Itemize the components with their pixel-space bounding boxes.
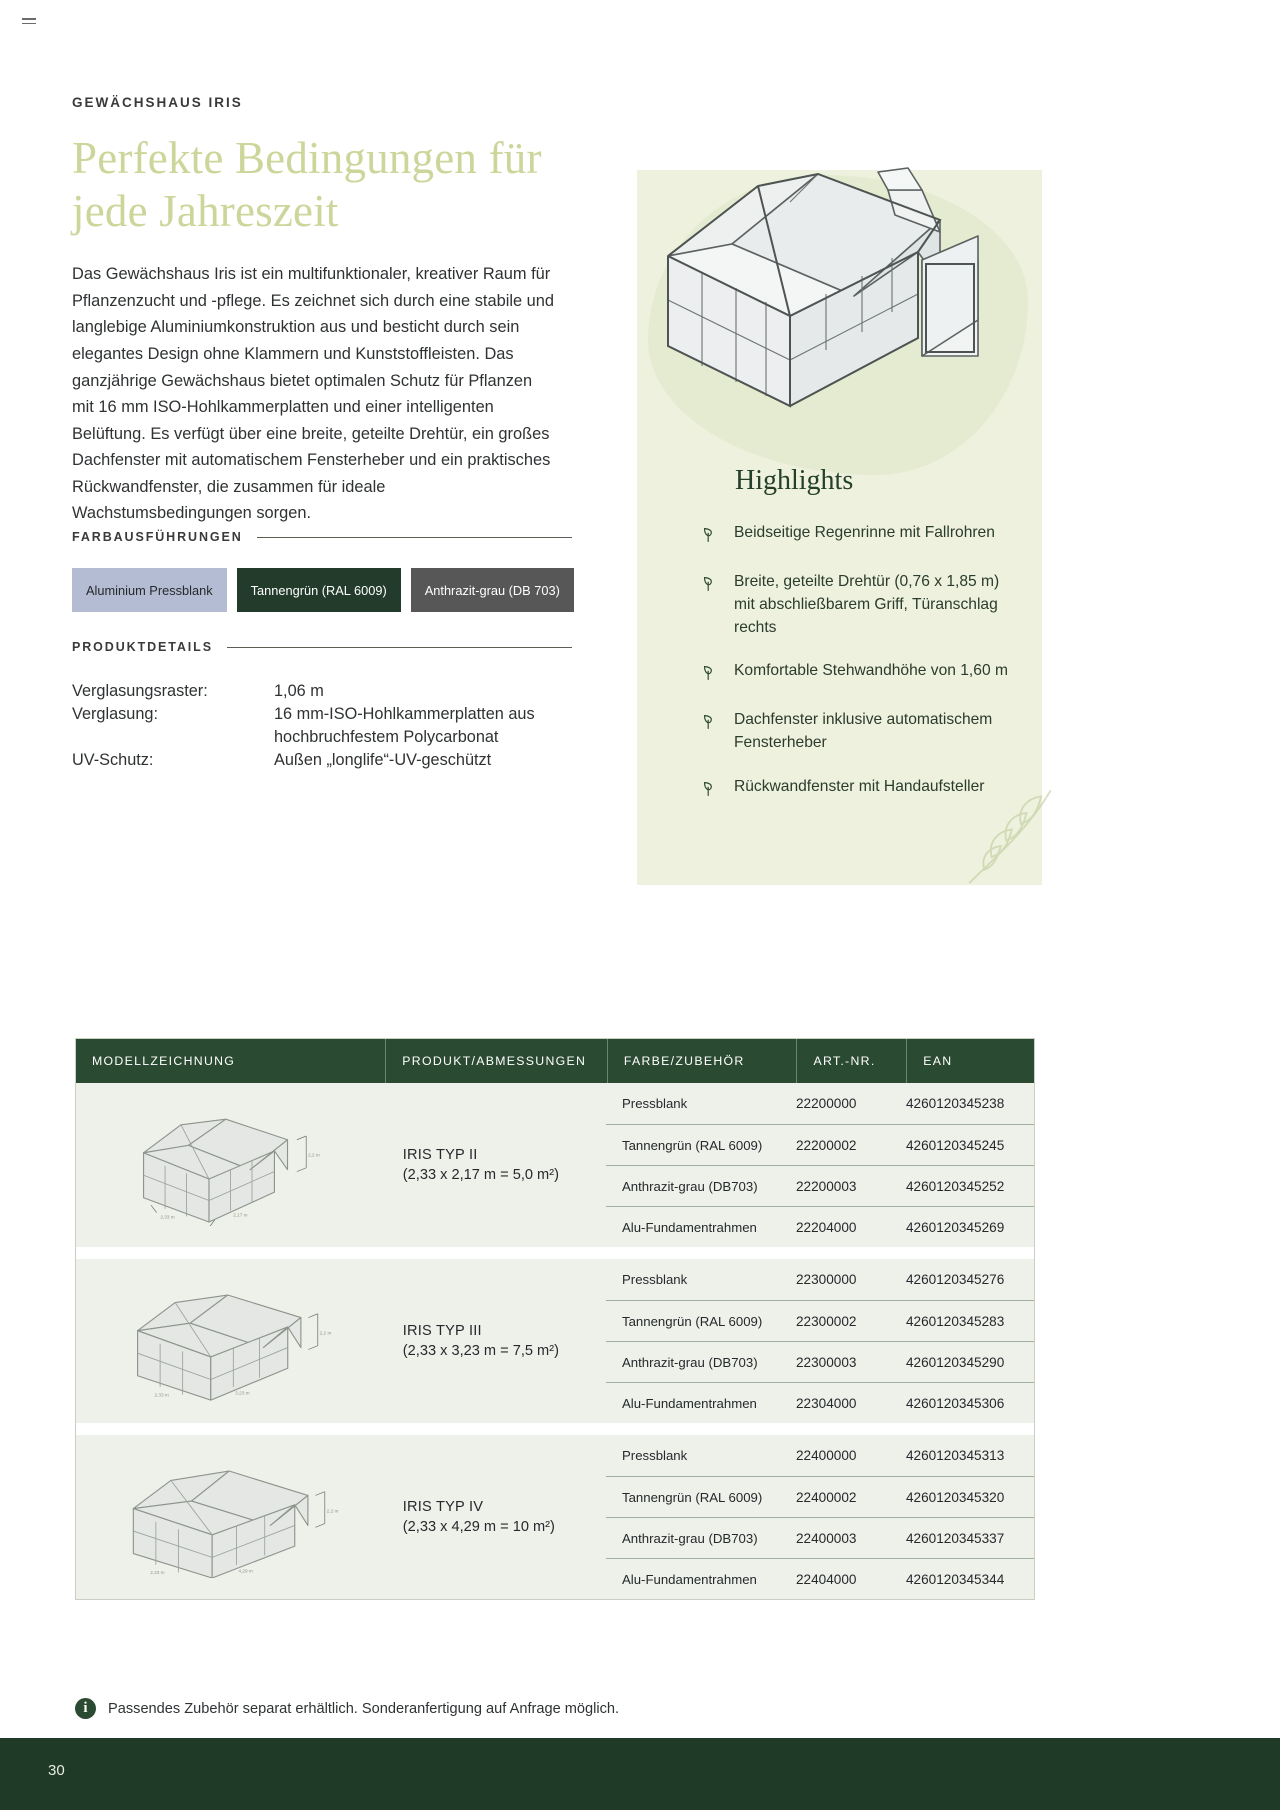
table-group-typ2	[76, 1083, 1034, 1247]
table-row[interactable]	[606, 1517, 1034, 1558]
highlight-item	[700, 660, 1020, 688]
variant-ean: 4260120345252	[906, 1178, 1005, 1194]
variant-color: Anthrazit-grau (DB703)	[622, 1354, 758, 1370]
product-details-label: PRODUKTDETAILS	[72, 640, 213, 654]
product-details-heading	[72, 640, 572, 654]
product-details-list	[72, 680, 572, 773]
info-icon: i	[75, 1698, 96, 1719]
color-swatch-aluminium[interactable]: Aluminium Pressblank	[72, 568, 227, 612]
product-name: IRIS TYP IV	[402, 1499, 484, 1515]
eyebrow-label: GEWÄCHSHAUS IRIS	[72, 95, 243, 110]
svg-text:4,29 m: 4,29 m	[238, 1568, 254, 1574]
variant-art-nr: 22400000	[796, 1448, 857, 1463]
footnote-text: Passendes Zubehör separat erhältlich. Sonderanfertigung auf Anfrage möglich.	[108, 1700, 620, 1717]
table-row[interactable]	[606, 1341, 1034, 1382]
variant-ean: 4260120345337	[906, 1530, 1005, 1546]
product-label-typ4	[385, 1435, 606, 1599]
menu-icon-bar	[22, 23, 36, 25]
leaf-icon	[700, 660, 720, 688]
menu-icon-bar	[22, 18, 36, 20]
variant-art-nr: 22300003	[796, 1354, 857, 1370]
svg-text:2,2 m: 2,2 m	[327, 1508, 339, 1514]
table-group-typ3	[76, 1259, 1034, 1423]
leaf-icon	[700, 709, 720, 755]
table-row[interactable]	[606, 1476, 1034, 1517]
variant-ean: 4260120345306	[906, 1395, 1005, 1411]
variant-art-nr: 22200002	[796, 1137, 857, 1153]
product-name: IRIS TYP III	[402, 1323, 482, 1339]
variant-color: Alu-Fundamentrahmen	[622, 1571, 757, 1587]
svg-text:3,23 m: 3,23 m	[235, 1390, 250, 1396]
highlights-title: Highlights	[735, 465, 854, 496]
highlight-item	[700, 571, 1020, 639]
variant-art-nr: 22304000	[796, 1395, 857, 1411]
variant-color: Anthrazit-grau (DB703)	[622, 1530, 758, 1546]
svg-text:2,2 m: 2,2 m	[319, 1330, 332, 1336]
svg-text:2,33 m: 2,33 m	[160, 1214, 175, 1220]
greenhouse-line-drawing	[123, 1104, 338, 1226]
detail-row	[72, 703, 572, 749]
variant-color: Pressblank	[622, 1272, 688, 1287]
page-footer	[0, 1738, 1280, 1810]
color-options-heading	[72, 530, 572, 544]
variant-color: Alu-Fundamentrahmen	[622, 1219, 757, 1235]
variant-color: Tannengrün (RAL 6009)	[622, 1313, 763, 1329]
variant-color: Alu-Fundamentrahmen	[622, 1395, 757, 1411]
detail-key: UV-Schutz:	[72, 751, 154, 770]
highlight-item	[700, 522, 1020, 550]
variant-ean: 4260120345276	[906, 1272, 1005, 1287]
group-spacer	[76, 1423, 1034, 1435]
table-header-modellzeichnung: MODELLZEICHNUNG	[92, 1054, 236, 1068]
product-dimensions: (2,33 x 3,23 m = 7,5 m²)	[402, 1343, 559, 1359]
product-label-typ3	[385, 1259, 606, 1423]
leaf-decoration-icon	[955, 780, 1065, 890]
product-name: IRIS TYP II	[402, 1147, 478, 1163]
product-details-section	[72, 640, 572, 773]
variant-color: Tannengrün (RAL 6009)	[622, 1489, 763, 1505]
variant-rows-typ3	[606, 1259, 1034, 1423]
highlight-text: Breite, geteilte Drehtür (0,76 x 1,85 m) mit abschließbarem Griff, Türanschlag rechts	[734, 573, 1000, 636]
table-header-row	[76, 1039, 1034, 1083]
variant-rows-typ2	[606, 1083, 1034, 1247]
highlight-text: Komfortable Stehwandhöhe von 1,60 m	[734, 662, 1008, 680]
table-row[interactable]	[606, 1300, 1034, 1341]
table-header-artnr: ART.-NR.	[796, 1039, 906, 1083]
detail-value: Außen „longlife“-UV-geschützt	[274, 751, 492, 770]
intro-column	[72, 95, 572, 527]
color-swatch-list	[72, 568, 572, 612]
variant-ean: 4260120345313	[906, 1448, 1005, 1463]
product-dimensions: (2,33 x 4,29 m = 10 m²)	[402, 1519, 555, 1535]
table-row[interactable]	[606, 1206, 1034, 1247]
highlight-text: Dachfenster inklusive automatischem Fensterheber	[734, 711, 993, 752]
variant-ean: 4260120345269	[906, 1219, 1005, 1235]
table-header-produkt: PRODUKT/ABMESSUNGEN	[385, 1039, 607, 1083]
table-row[interactable]	[606, 1259, 1034, 1300]
variant-art-nr: 22200000	[796, 1096, 857, 1111]
leaf-icon	[700, 776, 720, 804]
variant-art-nr: 22400002	[796, 1489, 857, 1505]
page-title: Perfekte Bedingungen für jede Jahreszeit	[72, 133, 542, 236]
detail-row	[72, 749, 572, 772]
variant-ean: 4260120345245	[906, 1137, 1005, 1153]
variant-art-nr: 22204000	[796, 1219, 857, 1235]
greenhouse-illustration	[640, 160, 1040, 420]
table-row[interactable]	[606, 1558, 1034, 1599]
variant-art-nr: 22404000	[796, 1571, 857, 1587]
leaf-icon	[700, 522, 720, 550]
color-swatch-tannengruen[interactable]: Tannengrün (RAL 6009)	[237, 568, 401, 612]
table-row[interactable]	[606, 1435, 1034, 1476]
variant-color: Tannengrün (RAL 6009)	[622, 1137, 763, 1153]
table-group-typ4	[76, 1435, 1034, 1599]
model-drawing-typ3	[76, 1259, 385, 1423]
detail-row	[72, 680, 572, 703]
variant-art-nr: 22300000	[796, 1272, 857, 1287]
group-spacer	[76, 1247, 1034, 1259]
table-row[interactable]	[606, 1124, 1034, 1165]
intro-paragraph: Das Gewächshaus Iris ist ein multifunktionaler, kreativer Raum für Pflanzenzucht und -pflege. Es zeichnet sich durch eine stabile und langlebige Aluminiumkonstruktion aus und besticht durch sein elegantes Design ohne Klammern und Kunststoffleisten. Das ganzjährige Gewächshaus bietet optimalen Schutz für Pflanzen mit 16 mm ISO-Hohlkammerplatten und einer intelligenten Belüftung. Es verfügt über eine breite, geteilte Drehtür, ein großes Dachfenster mit automatischem Fensterheber und ein praktisches Rückwandfenster, die zusammen für ideale Wachstumsbedingungen sorgen.	[72, 265, 555, 523]
variant-ean: 4260120345320	[906, 1489, 1005, 1505]
table-row[interactable]	[606, 1382, 1034, 1423]
variant-ean: 4260120345283	[906, 1313, 1005, 1329]
greenhouse-line-drawing	[118, 1280, 343, 1402]
page-number: 30	[48, 1762, 65, 1779]
svg-text:2,17 m: 2,17 m	[233, 1212, 248, 1218]
product-label-typ2	[385, 1083, 606, 1247]
highlight-item	[700, 709, 1020, 755]
model-drawing-typ4	[76, 1435, 385, 1599]
table-row[interactable]	[606, 1165, 1034, 1206]
svg-text:2,2 m: 2,2 m	[307, 1152, 320, 1158]
table-header-ean: EAN	[906, 1039, 1034, 1083]
product-dimensions: (2,33 x 2,17 m = 5,0 m²)	[402, 1167, 559, 1183]
footnote	[75, 1698, 619, 1719]
variant-ean: 4260120345344	[906, 1571, 1005, 1587]
table-header-farbe: FARBE/ZUBEHÖR	[607, 1039, 797, 1083]
variant-rows-typ4	[606, 1435, 1034, 1599]
detail-key: Verglasung:	[72, 705, 158, 724]
greenhouse-line-drawing	[114, 1456, 346, 1578]
color-options-label: FARBAUSFÜHRUNGEN	[72, 530, 243, 544]
divider-rule	[227, 647, 572, 648]
detail-value: 1,06 m	[274, 682, 324, 700]
variant-ean: 4260120345238	[906, 1096, 1005, 1111]
variant-color: Pressblank	[622, 1448, 688, 1463]
color-swatch-anthrazit[interactable]: Anthrazit-grau (DB 703)	[411, 568, 574, 612]
detail-value: 16 mm-ISO-Hohlkammerplatten aus hochbruchfestem Polycarbonat	[274, 705, 535, 747]
variant-ean: 4260120345290	[906, 1354, 1005, 1370]
variant-art-nr: 22300002	[796, 1313, 857, 1329]
variant-color: Pressblank	[622, 1096, 688, 1111]
table-row[interactable]	[606, 1083, 1034, 1124]
variant-art-nr: 22400003	[796, 1530, 857, 1546]
color-options-section	[72, 530, 572, 612]
divider-rule	[257, 537, 572, 538]
highlight-text: Rückwandfenster mit Handaufsteller	[734, 777, 985, 795]
highlight-text: Beidseitige Regenrinne mit Fallrohren	[734, 524, 995, 541]
detail-key: Verglasungsraster:	[72, 682, 208, 700]
svg-text:2,33 m: 2,33 m	[154, 1392, 169, 1398]
model-drawing-typ2	[76, 1083, 385, 1247]
leaf-icon	[700, 571, 720, 639]
menu-icon[interactable]	[22, 18, 36, 28]
product-table	[75, 1038, 1035, 1600]
variant-art-nr: 22200003	[796, 1178, 857, 1194]
svg-text:2,33 m: 2,33 m	[150, 1570, 165, 1576]
variant-color: Anthrazit-grau (DB703)	[622, 1178, 758, 1194]
